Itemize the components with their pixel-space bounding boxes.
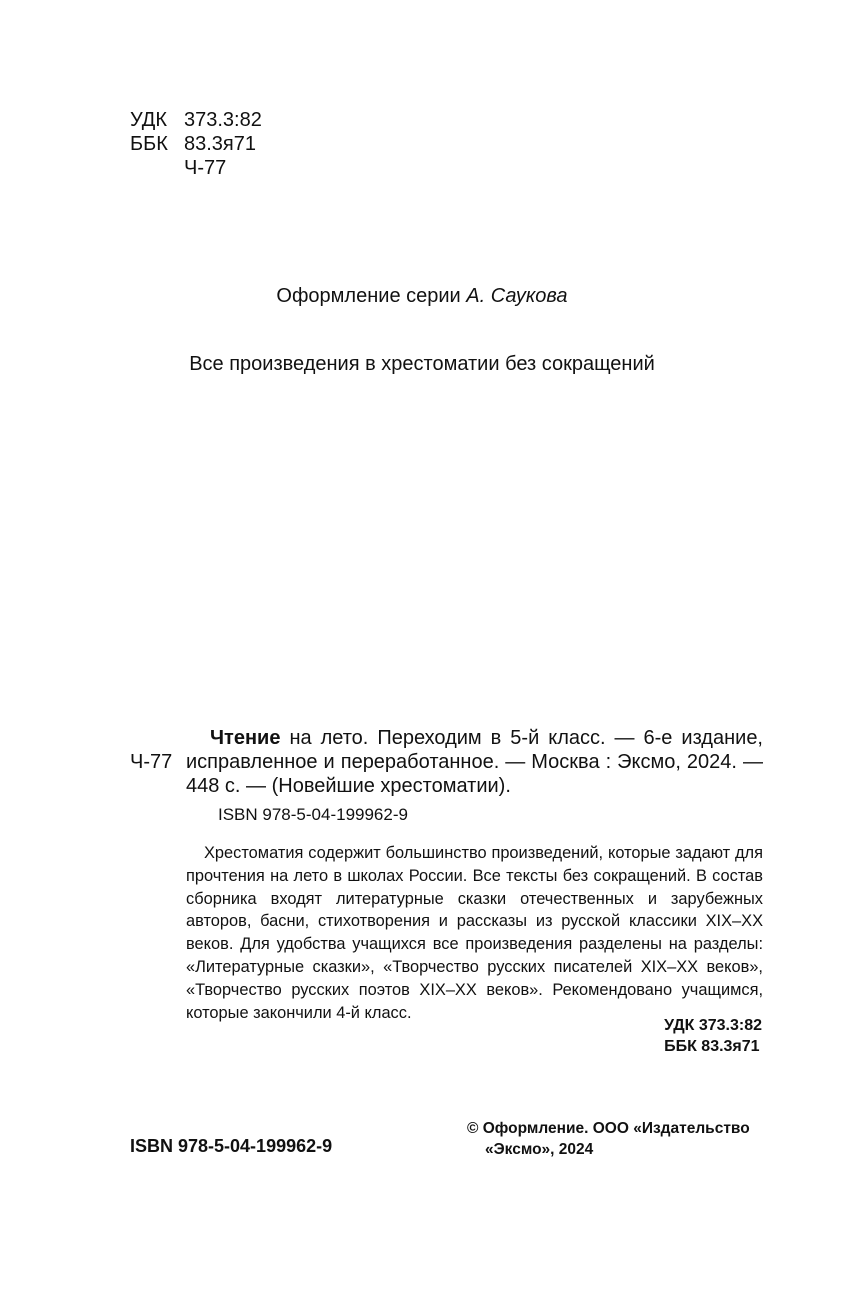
isbn-bold: ISBN 978-5-04-199962-9 (130, 1136, 333, 1156)
series-designer-name: А. Саукова (466, 285, 568, 307)
udc-label: УДК (130, 109, 168, 131)
udc-bottom: УДК 373.3:82 (664, 1017, 762, 1034)
isbn-line: ISBN 978-5-04-199962-9 (218, 805, 408, 824)
classification-block (0, 108, 844, 180)
copyright-notice (467, 1118, 750, 1160)
tagline: Все произведения в хрестоматии без сокращений (189, 353, 655, 375)
copyright-line-2: «Эксмо», 2024 (485, 1141, 594, 1158)
bbk-bottom: ББК 83.3я71 (664, 1038, 760, 1055)
bbk-value: 83.3я71 (184, 133, 257, 155)
bib-rest: на лето. Переходим в 5-й класс. — 6-е издание, исправленное и переработанное. — Москва : Эксмо, 2024. — 448 с. — (Новейшие хрестоматии). (186, 727, 763, 797)
bib-author-mark: Ч-77 (130, 751, 173, 773)
annotation: Хрестоматия содержит большинство произведений, которые задают для прочтения на лето в школах России. Все тексты без сокращений. В состав сборника входят литературные сказки отечественных и зарубежных авторов, басни, стихотворения и рассказы из русской классики XIX–XX веков. Для удобства учащихся все произведения разделены на разделы: «Литературные сказки», «Творчество русских писателей XIX–XX веков», «Творчество русских поэтов XIX–XX веков». Рекомендовано учащимся, которые закончили 4-й класс. (186, 844, 763, 1022)
bib-title-word: Чтение (210, 727, 281, 749)
bbk-label: ББК (130, 133, 168, 155)
udc-value: 373.3:82 (184, 109, 262, 131)
series-design-text: Оформление серии (276, 285, 461, 307)
copyright-line-1: © Оформление. ООО «Издательство (467, 1120, 750, 1137)
author-mark: Ч-77 (184, 157, 227, 179)
classification-codes-bottom (664, 1015, 762, 1057)
series-design-credit (0, 284, 844, 308)
bibliographic-record (186, 726, 763, 798)
